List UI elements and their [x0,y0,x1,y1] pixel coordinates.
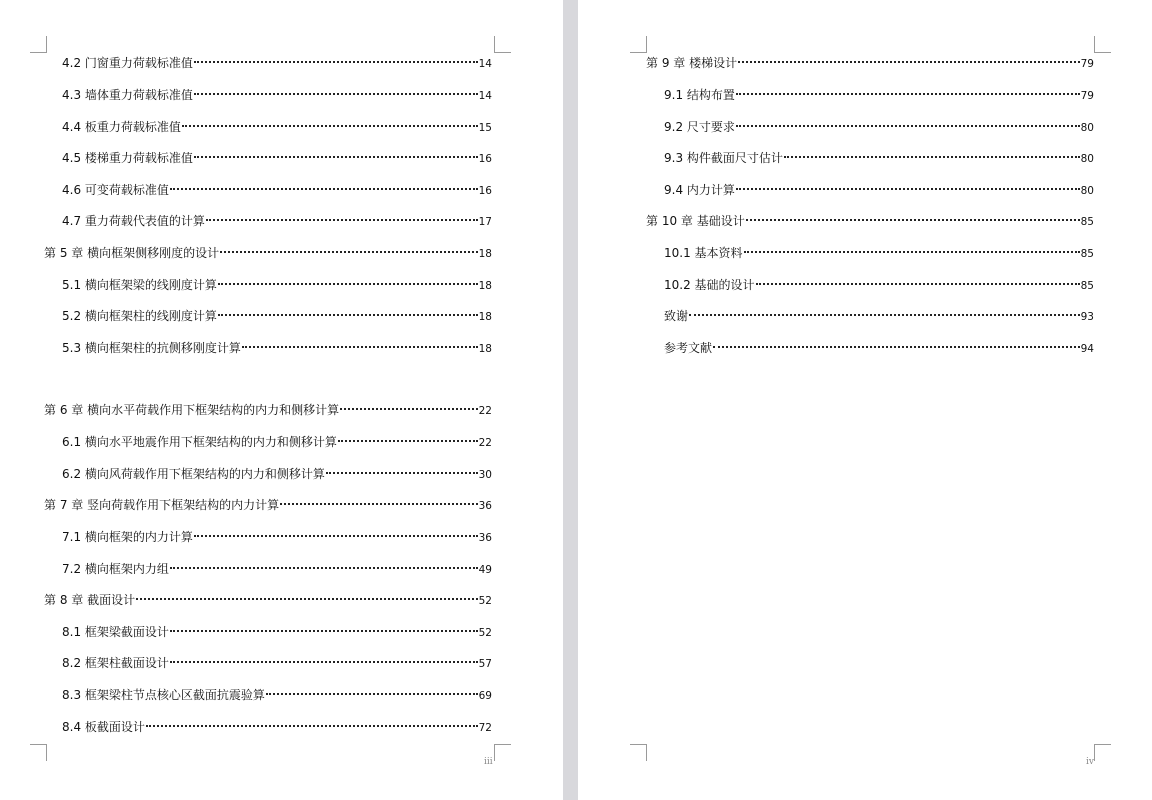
toc-entry-title: 9.4 内力计算 [664,183,735,197]
toc-entry-title: 5.2 横向框架柱的线刚度计算 [62,309,217,323]
toc-entry-title: 4.6 可变荷载标准值 [62,183,169,197]
toc-entry-title: 4.5 楼梯重力荷载标准值 [62,151,193,165]
toc-entry-title: 第 10 章 基础设计 [646,214,745,228]
toc-page-number: 85 [1080,280,1094,292]
toc-entry-title: 5.1 横向框架梁的线刚度计算 [62,278,217,292]
toc-dot-leader [146,725,478,727]
toc-dot-leader [340,408,478,410]
toc-dot-leader [736,188,1080,190]
toc-entry-title: 致谢 [664,309,689,323]
toc-entry-title: 第 9 章 楼梯设计 [646,56,738,70]
toc-entry-title: 6.1 横向水平地震作用下框架结构的内力和侧移计算 [62,435,337,449]
toc-dot-leader [170,188,478,190]
toc-entry[interactable] [62,687,492,704]
toc-entry-title: 7.1 横向框架的内力计算 [62,530,193,544]
toc-dot-leader [136,598,478,600]
toc-entry[interactable] [664,87,1094,104]
toc-entry-title: 10.2 基础的设计 [664,278,755,292]
toc-page-number: 18 [478,311,492,323]
toc-entry[interactable] [664,245,1094,262]
toc-list-right [578,0,1152,800]
toc-entry[interactable] [62,655,492,672]
toc-dot-leader [784,156,1080,158]
toc-entry-title: 9.3 构件截面尺寸估计 [664,151,783,165]
toc-entry[interactable] [62,213,492,230]
toc-page-number: 69 [478,690,492,702]
toc-entry[interactable] [44,497,492,514]
toc-page-number: 22 [478,437,492,449]
toc-page-number: 18 [478,280,492,292]
toc-entry[interactable] [62,719,492,736]
toc-entry[interactable] [62,150,492,167]
toc-entry[interactable] [646,55,1094,72]
toc-page-number: 85 [1080,216,1094,228]
toc-dot-leader [756,283,1080,285]
toc-dot-leader [170,661,478,663]
toc-entry-title: 8.2 框架柱截面设计 [62,656,169,670]
toc-dot-leader [220,251,478,253]
toc-entry[interactable] [62,434,492,451]
toc-page-number: 57 [478,658,492,670]
toc-entry[interactable] [62,561,492,578]
toc-page-number: 30 [478,469,492,481]
toc-entry[interactable] [62,182,492,199]
toc-page-number: 14 [478,90,492,102]
toc-list-left [0,0,563,800]
toc-page-number: 80 [1080,153,1094,165]
toc-entry[interactable] [62,340,492,357]
toc-page-number: 22 [478,405,492,417]
toc-dot-leader [194,93,478,95]
toc-dot-leader [194,156,478,158]
toc-dot-leader [266,693,478,695]
toc-page-number: 49 [478,564,492,576]
toc-dot-leader [218,314,478,316]
toc-page-number: 79 [1080,58,1094,70]
toc-entry-title: 4.2 门窗重力荷载标准值 [62,56,193,70]
toc-page-number: 18 [478,248,492,260]
toc-page-number: 80 [1080,122,1094,134]
toc-entry[interactable] [664,182,1094,199]
toc-entry-title: 10.1 基本资料 [664,246,743,260]
toc-entry-title: 9.2 尺寸要求 [664,120,735,134]
toc-page-number: 52 [478,627,492,639]
toc-entry-title: 4.7 重力荷载代表值的计算 [62,214,205,228]
toc-entry[interactable] [44,245,492,262]
toc-page-number: 72 [478,722,492,734]
toc-page-number: 17 [478,216,492,228]
toc-page-number: 36 [478,500,492,512]
toc-entry[interactable] [664,340,1094,357]
toc-entry[interactable] [62,624,492,641]
document-page-left [0,0,563,800]
toc-dot-leader [338,440,478,442]
toc-dot-leader [218,283,478,285]
toc-entry-title: 8.4 板截面设计 [62,720,145,734]
page-number-footer: iv [1086,757,1094,767]
document-page-right [578,0,1152,800]
toc-entry-title: 6.2 横向风荷载作用下框架结构的内力和侧移计算 [62,467,325,481]
toc-dot-leader [194,535,478,537]
toc-dot-leader [744,251,1080,253]
toc-dot-leader [689,314,1080,316]
toc-page-number: 36 [478,532,492,544]
toc-dot-leader [194,61,478,63]
toc-page-number: 85 [1080,248,1094,260]
toc-dot-leader [326,472,478,474]
toc-entry[interactable] [664,277,1094,294]
toc-page-number: 16 [478,185,492,197]
toc-dot-leader [738,61,1080,63]
page-number-footer: iii [484,757,493,767]
toc-dot-leader [736,125,1080,127]
toc-dot-leader [206,219,478,221]
toc-entry[interactable] [664,308,1094,325]
toc-entry-title: 5.3 横向框架柱的抗侧移刚度计算 [62,341,241,355]
toc-page-number: 15 [478,122,492,134]
toc-entry-title: 9.1 结构布置 [664,88,735,102]
toc-page-number: 16 [478,153,492,165]
toc-dot-leader [713,346,1080,348]
toc-entry-title: 第 7 章 竖向荷载作用下框架结构的内力计算 [44,498,280,512]
toc-entry[interactable] [664,119,1094,136]
toc-entry[interactable] [62,466,492,483]
toc-entry[interactable] [62,119,492,136]
toc-entry[interactable] [62,55,492,72]
toc-entry-title: 8.1 框架梁截面设计 [62,625,169,639]
toc-page-number: 93 [1080,311,1094,323]
toc-entry[interactable] [62,308,492,325]
toc-dot-leader [280,503,478,505]
toc-page-number: 80 [1080,185,1094,197]
toc-entry[interactable] [62,277,492,294]
toc-dot-leader [170,567,478,569]
toc-entry[interactable] [62,87,492,104]
toc-page-number: 94 [1080,343,1094,355]
toc-dot-leader [736,93,1080,95]
toc-entry[interactable] [44,592,492,609]
toc-dot-leader [242,346,478,348]
toc-entry-title: 7.2 横向框架内力组 [62,562,169,576]
toc-page-number: 52 [478,595,492,607]
toc-page-number: 14 [478,58,492,70]
toc-dot-leader [746,219,1080,221]
toc-entry-title: 4.4 板重力荷载标准值 [62,120,181,134]
toc-entry-title: 4.3 墙体重力荷载标准值 [62,88,193,102]
toc-dot-leader [170,630,478,632]
toc-entry[interactable] [646,213,1094,230]
toc-entry-title: 8.3 框架梁柱节点核心区截面抗震验算 [62,688,265,702]
toc-page-number: 18 [478,343,492,355]
toc-entry[interactable] [62,529,492,546]
toc-dot-leader [182,125,478,127]
toc-entry-title: 参考文献 [664,341,713,355]
toc-entry-title: 第 6 章 横向水平荷载作用下框架结构的内力和侧移计算 [44,403,340,417]
toc-entry[interactable] [664,150,1094,167]
toc-page-number: 79 [1080,90,1094,102]
toc-entry[interactable] [44,402,492,419]
toc-entry-title: 第 8 章 截面设计 [44,593,136,607]
toc-entry-title: 第 5 章 横向框架侧移刚度的设计 [44,246,220,260]
